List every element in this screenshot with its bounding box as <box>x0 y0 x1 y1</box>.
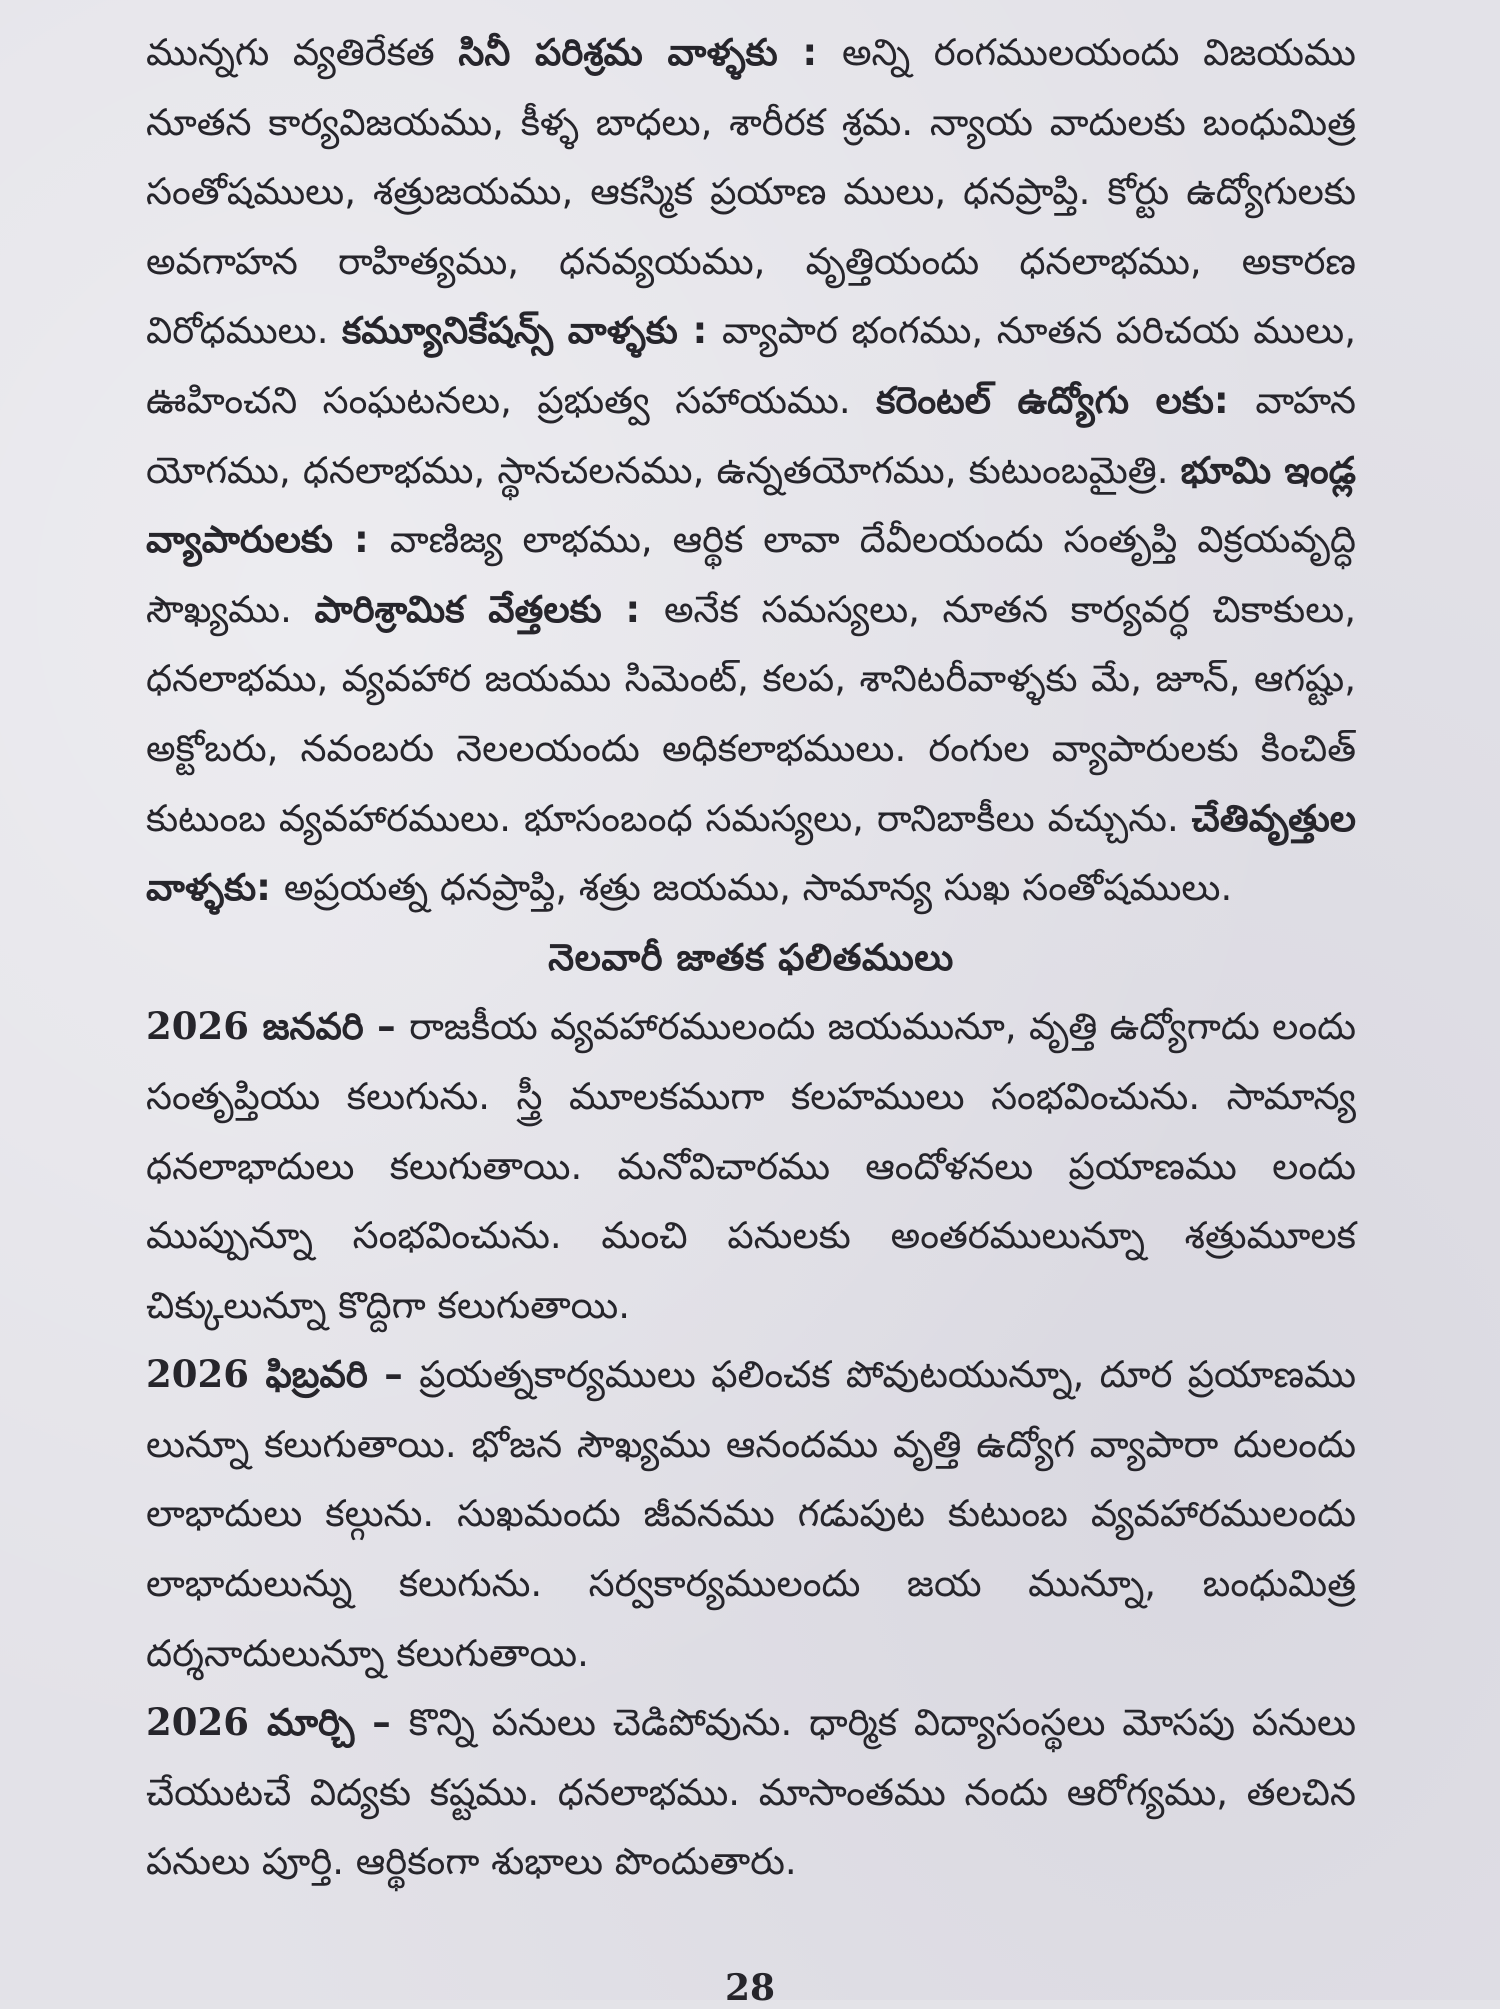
page-text-block <box>146 18 1356 1897</box>
month-dash: – <box>367 1353 420 1397</box>
label-industrialists: పారిశ్రామిక వేత్తలకు : <box>314 587 664 631</box>
month-text: కొన్ని పనులు చెడిపోవును. ధార్మిక విద్యాసంస్థలు మోసపు పనులు చేయుటచే విద్యకు కష్టము. ధనలాభము. మాసాంతము నందు ఆరోగ్యము, తలచిన పనులు పూర్తి. ఆర్థికంగా శుభాలు పొందుతారు. <box>146 1701 1356 1884</box>
text-industrialists: అనేక సమస్యలు, నూతన కార్యవర్ధ చికాకులు, ధనలాభము, వ్యవహార జయము సిమెంట్, కలప, శానిటరీవాళ్ళకు మే, జూన్, ఆగష్టు, అక్టోబరు, నవంబరు నెలలయందు అధికలాభములు. రంగుల వ్యాపారులకు కించిత్ కుటుంబ వ్యవహారములు. భూసంబంధ సమస్యలు, రానిబాకీలు వచ్చును. <box>146 587 1356 840</box>
label-artisans: చేతివృత్తుల వాళ్ళకు: <box>146 796 1356 910</box>
label-electrical-employees: కరెంటల్ ఉద్యోగు లకు: <box>876 378 1256 422</box>
professions-paragraph <box>146 18 1356 923</box>
paragraph-lead-text: మున్నగు వ్యతిరేకత <box>146 31 459 74</box>
month-text: రాజకీయ వ్యవహారములందు జయమునూ, వృత్తి ఉద్యోగాదు లందు సంతృప్తియు కలుగును. స్త్రీ మూలకముగా కలహములు సంభవించును. సామాన్య ధనలాభాదులు కలుగుతాయి. మనోవిచారము ఆందోళనలు ప్రయాణము లందు ముప్పున్నూ సంభవించును. మంచి పనులకు అంతరములున్నూ శత్రుమూలక చిక్కులున్నూ కొద్దిగా కలుగుతాయి. <box>146 1005 1356 1327</box>
month-year-label: 2026 <box>146 1004 249 1049</box>
month-entry-february <box>146 1340 1356 1688</box>
month-dash: – <box>354 1701 409 1745</box>
month-name-label: మార్చి <box>248 1701 355 1745</box>
month-name-label: జనవరి <box>248 1005 364 1049</box>
label-cinema-industry: సినీ పరిశ్రమ వాళ్ళకు : <box>458 31 842 74</box>
month-entry-march <box>146 1688 1356 1897</box>
month-text: ప్రయత్నకార్యములు ఫలించక పోవుటయున్నూ, దూర ప్రయాణము లున్నూ కలుగుతాయి. భోజన సౌఖ్యము ఆనందము వృత్తి ఉద్యోగ వ్యాపారా దులందు లాభాదులు కల్గును. సుఖమందు జీవనము గడుపుట కుటుంబ వ్యవహారములందు లాభాదులున్ను కలుగును. సర్వకార్యములందు జయ మున్నూ, బంధుమిత్ర దర్శనాదులున్నూ కలుగుతాయి. <box>146 1353 1357 1675</box>
text-cinema-industry: అన్ని రంగములయందు విజయము నూతన కార్యవిజయము, కీళ్ళ బాధలు, శారీరక శ్రమ. న్యాయ వాదులకు బంధుమిత్ర సంతోషములు, శత్రుజయము, ఆకస్మిక ప్రయాణ ములు, ధనప్రాప్తి. కోర్టు ఉద్యోగులకు అవగాహన రాహిత్యము, ధనవ్యయము, వృత్తియందు ధనలాభము, అకారణ విరోధములు. <box>146 31 1356 353</box>
text-artisans: అప్రయత్న ధనప్రాప్తి, శత్రు జయము, సామాన్య సుఖ సంతోషములు. <box>283 866 1233 910</box>
label-communications: కమ్యూనికేషన్స్ వాళ్ళకు : <box>342 309 723 353</box>
month-name-label: ఫిబ్రవరి <box>248 1353 368 1397</box>
month-dash: – <box>363 1005 410 1049</box>
month-year-label: 2026 <box>146 1700 249 1745</box>
section-heading: నెలవారీ జాతక ఫలితములు <box>548 935 954 979</box>
label-real-estate: భూమి ఇండ్ల వ్యాపారులకు : <box>146 448 1356 562</box>
text-electrical-employees: వాహన యోగము, ధనలాభము, స్థానచలనము, ఉన్నతయోగము, కుటుంబమైత్రి. <box>146 378 1356 492</box>
month-year-label: 2026 <box>146 1352 249 1397</box>
page-number: 28 <box>724 1967 776 2009</box>
text-real-estate: వాణిజ్య లాభము, ఆర్థిక లావా దేవీలయందు సంతృప్తి విక్రయవృద్ధి సౌఖ్యము. <box>146 518 1356 631</box>
month-entry-january <box>146 992 1356 1340</box>
text-communications: వ్యాపార భంగము, నూతన పరిచయ ములు, ఊహించని సంఘటనలు, ప్రభుత్వ సహాయము. <box>146 309 1356 422</box>
